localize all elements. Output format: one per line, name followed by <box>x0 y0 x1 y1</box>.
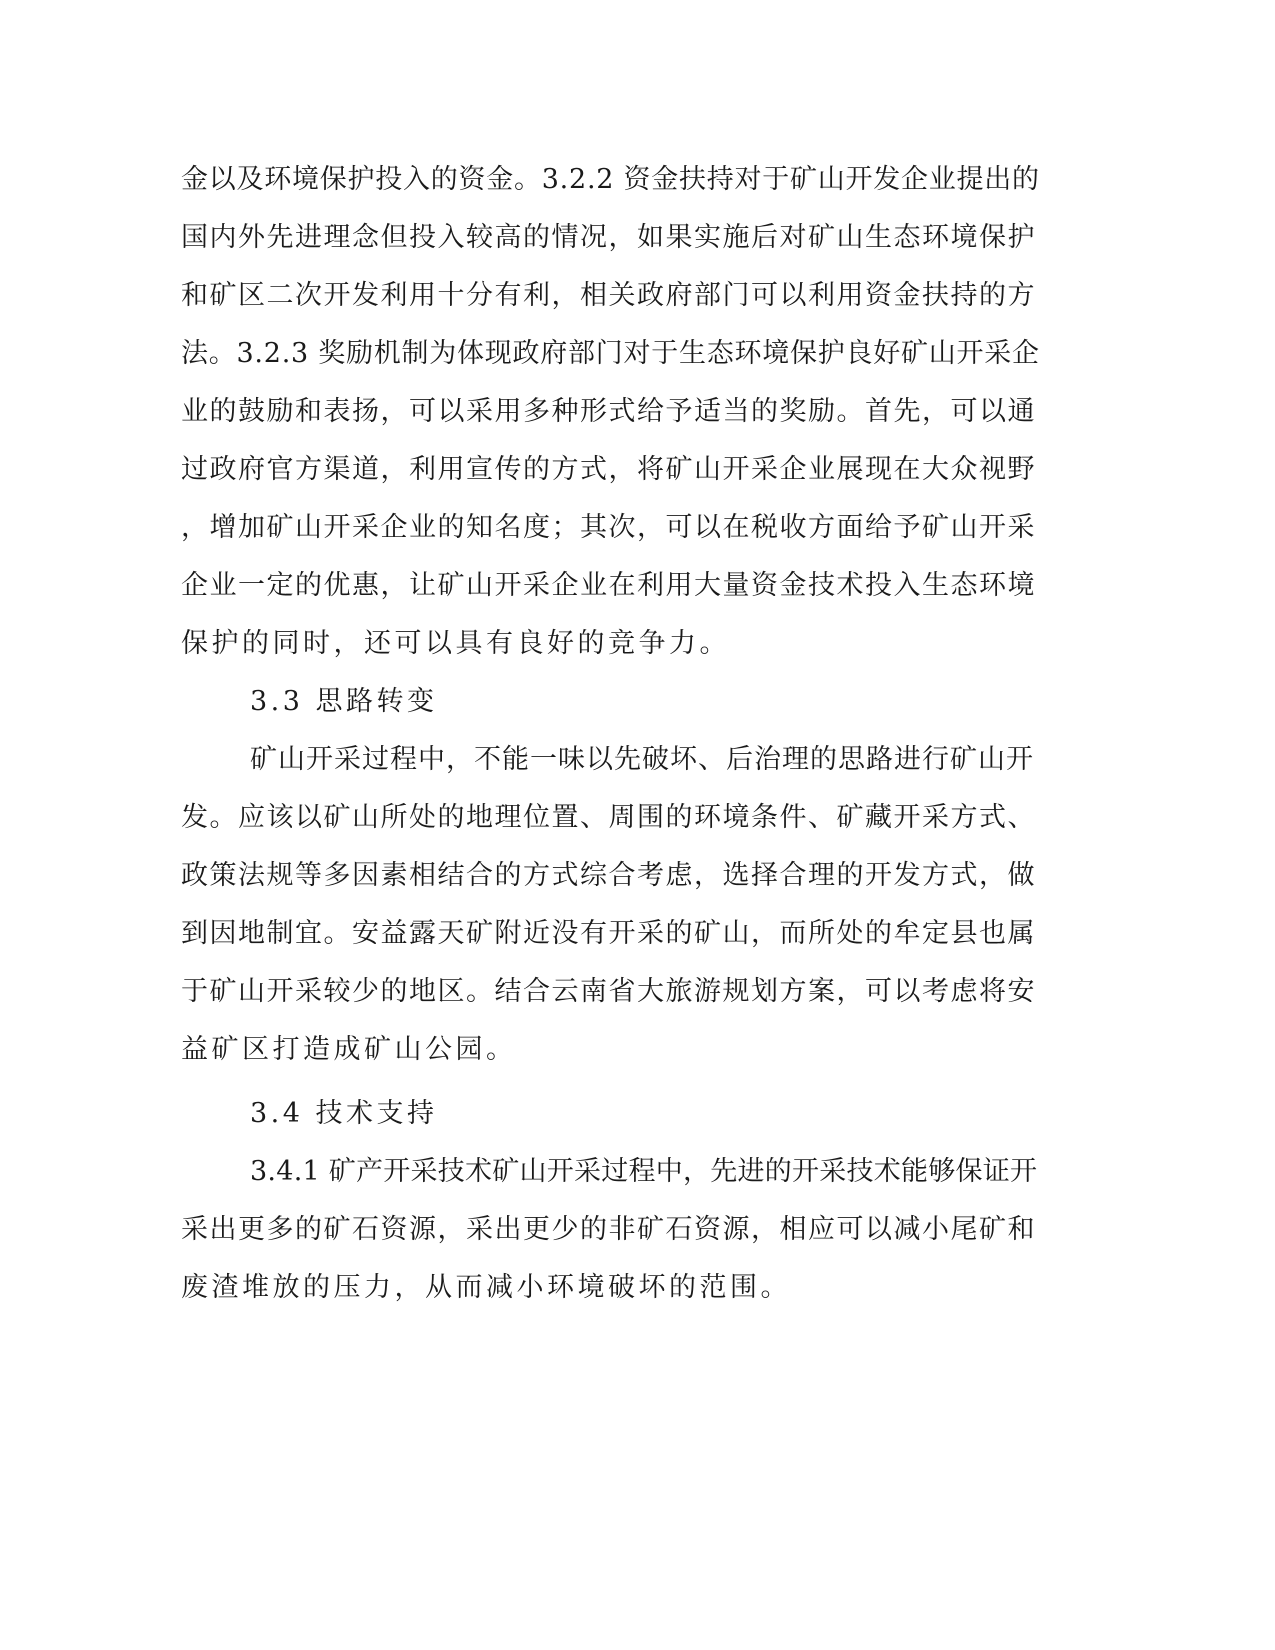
section-heading-3-4: 3.4 技术支持 <box>250 1098 438 1129</box>
body-text-line: 于矿山开采较少的地区。结合云南省大旅游规划方案，可以考虑将安 <box>181 976 1036 1007</box>
body-text-line: 到因地制宜。安益露天矿附近没有开采的矿山，而所处的牟定县也属 <box>181 918 1036 949</box>
body-text-line: ，增加矿山开采企业的知名度；其次，可以在税收方面给予矿山开采 <box>181 512 1036 543</box>
body-text-line: 金以及环境保护投入的资金。3.2.2 资金扶持对于矿山开发企业提出的 <box>181 164 1040 195</box>
body-text-line: 益矿区打造成矿山公园。 <box>181 1034 517 1065</box>
section-heading-3-3: 3.3 思路转变 <box>250 686 438 717</box>
body-text-line: 3.4.1 矿产开采技术矿山开采过程中，先进的开采技术能够保证开 <box>250 1156 1038 1187</box>
body-text-line: 采出更多的矿石资源，采出更少的非矿石资源，相应可以减小尾矿和 <box>181 1214 1036 1245</box>
body-text-line: 和矿区二次开发利用十分有利，相关政府部门可以利用资金扶持的方 <box>181 280 1036 311</box>
body-text-line: 保护的同时，还可以具有良好的竞争力。 <box>181 628 730 659</box>
body-text-line: 业的鼓励和表扬，可以采用多种形式给予适当的奖励。首先，可以通 <box>181 396 1036 427</box>
body-text-line: 过政府官方渠道，利用宣传的方式，将矿山开采企业展现在大众视野 <box>181 454 1036 485</box>
body-text-line: 企业一定的优惠，让矿山开采企业在利用大量资金技术投入生态环境 <box>181 570 1036 601</box>
body-text-line: 废渣堆放的压力，从而减小环境破坏的范围。 <box>181 1272 791 1303</box>
body-text-line: 法。3.2.3 奖励机制为体现政府部门对于生态环境保护良好矿山开采企 <box>181 338 1040 369</box>
body-text-line: 政策法规等多因素相结合的方式综合考虑，选择合理的开发方式，做 <box>181 860 1036 891</box>
body-text-line: 国内外先进理念但投入较高的情况，如果实施后对矿山生态环境保护 <box>181 222 1036 253</box>
body-text-line: 矿山开采过程中，不能一味以先破坏、后治理的思路进行矿山开 <box>250 744 1034 775</box>
body-text-line: 发。应该以矿山所处的地理位置、周围的环境条件、矿藏开采方式、 <box>181 802 1036 833</box>
